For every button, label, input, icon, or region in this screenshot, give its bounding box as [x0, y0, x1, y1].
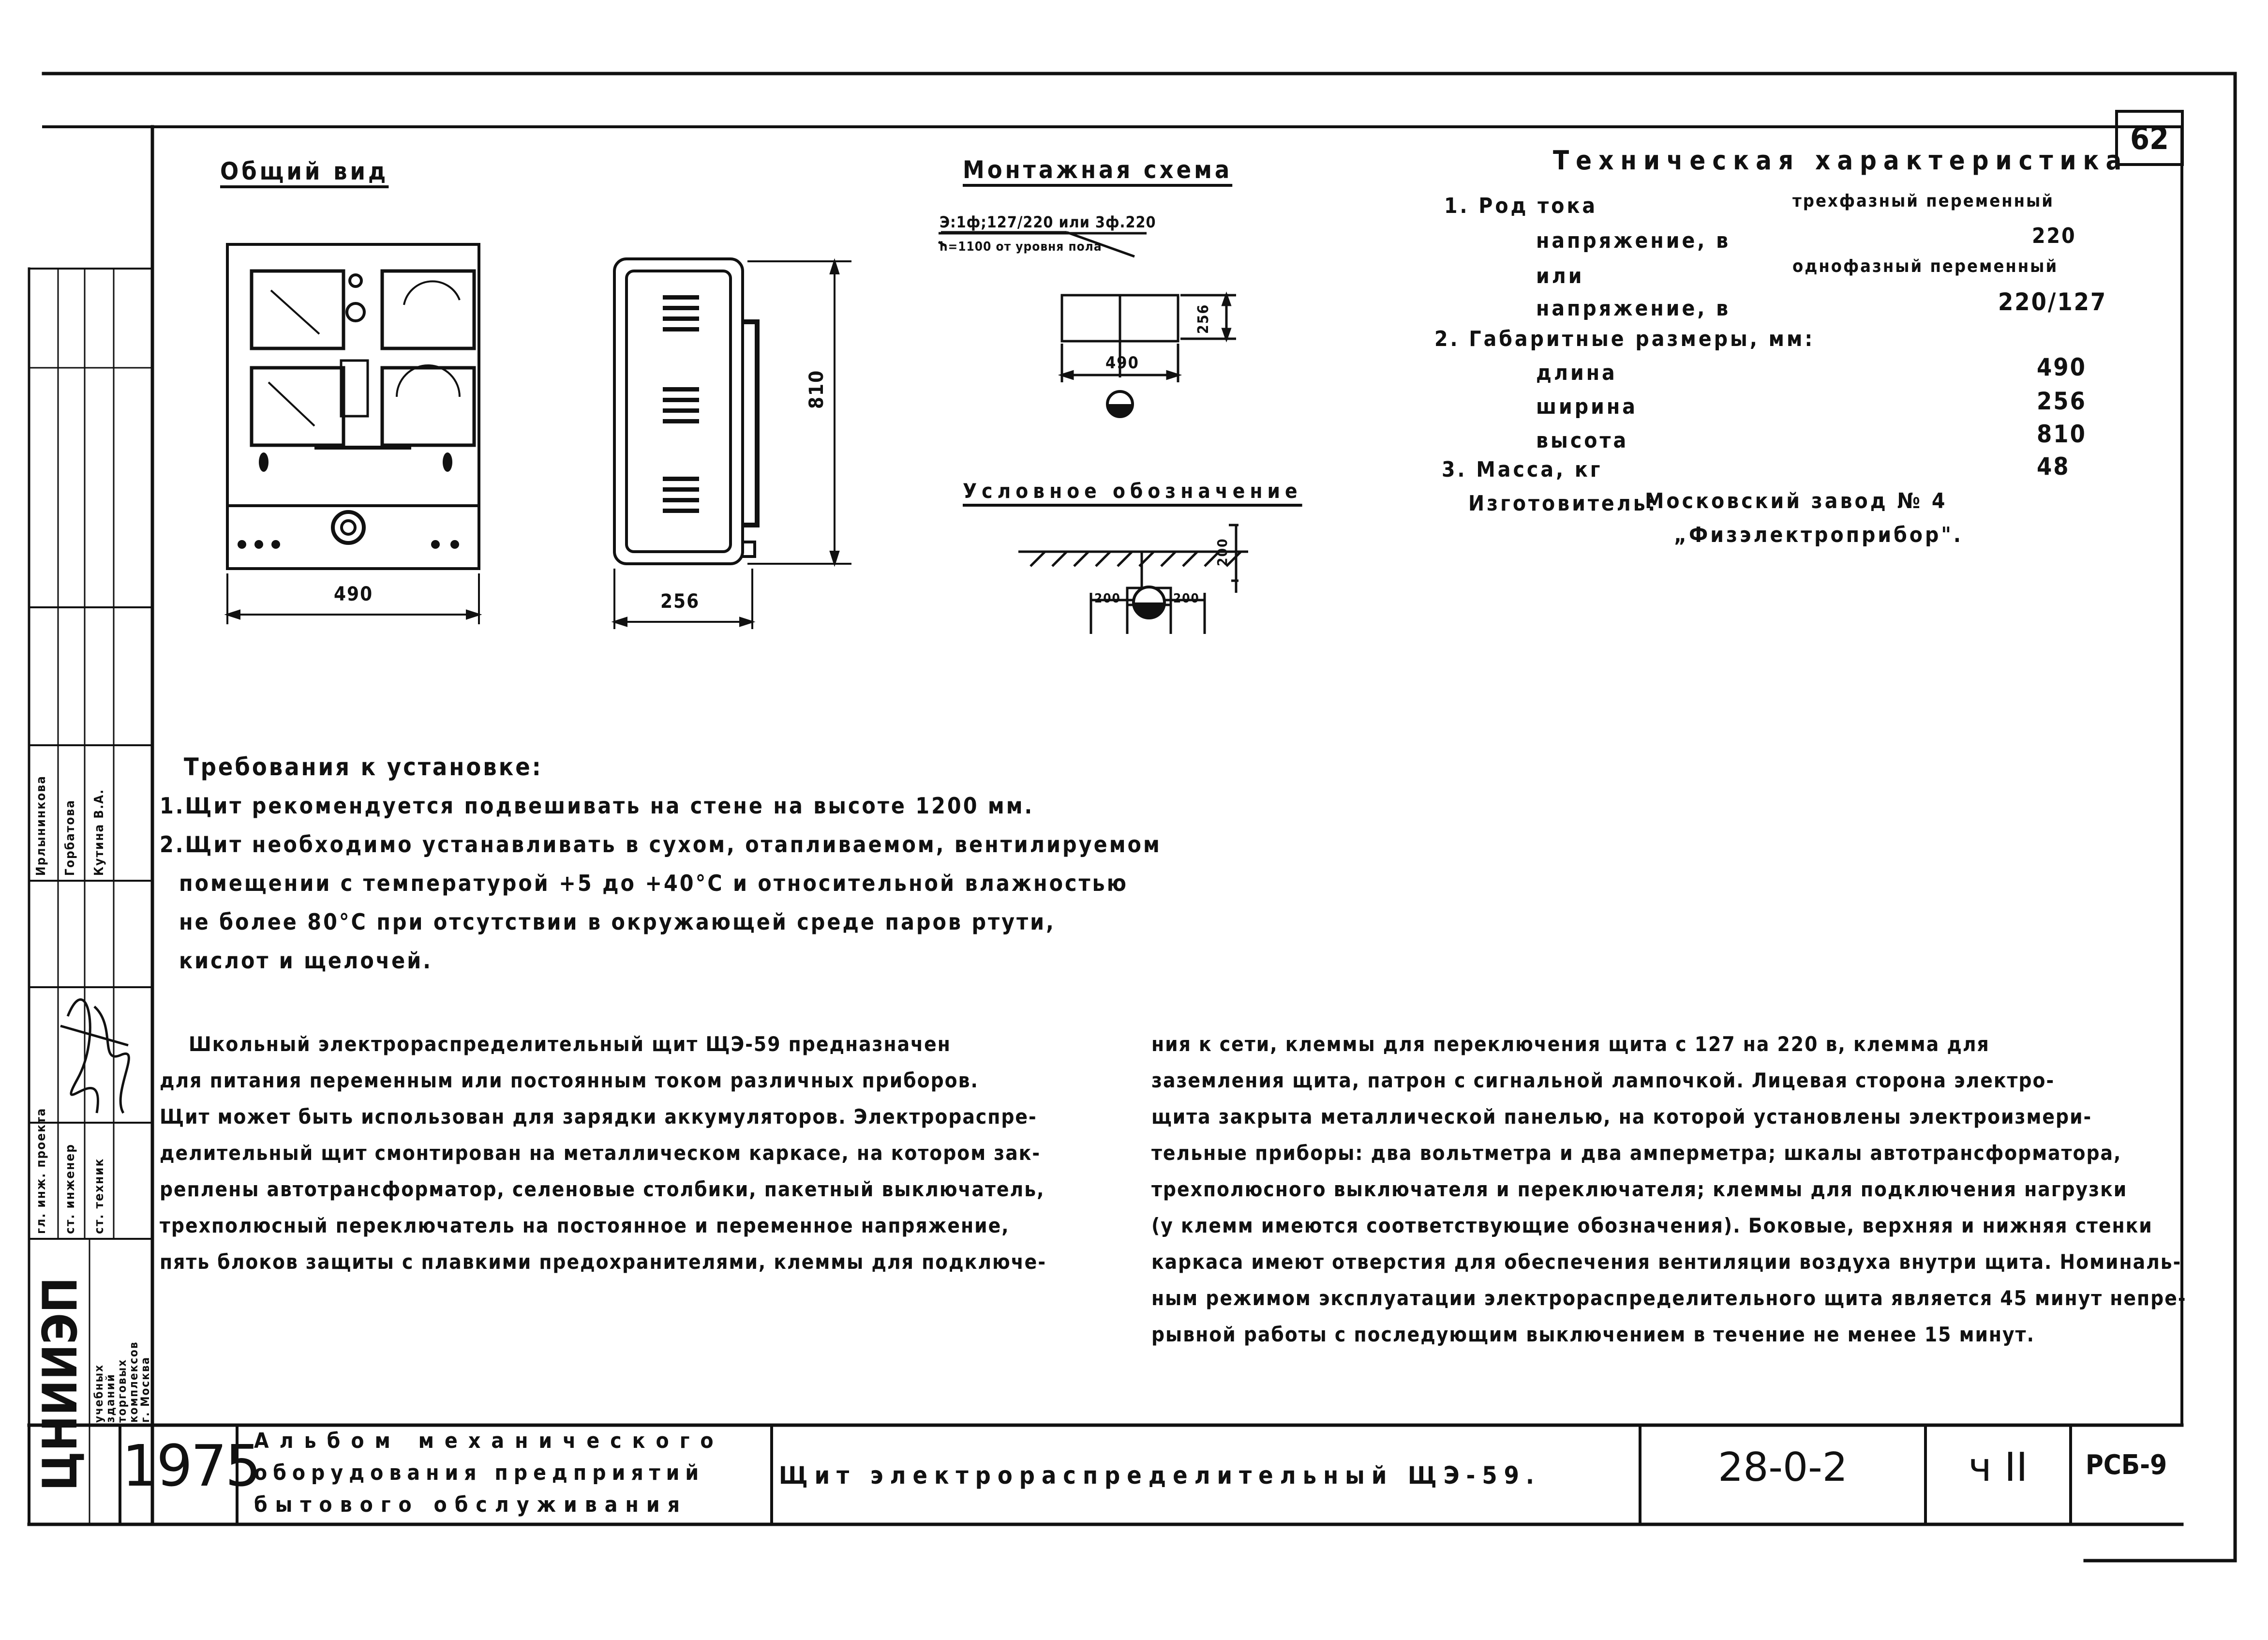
description-right-column — [1151, 1026, 2187, 1353]
name-senior-technician: Кутина В.А. — [92, 788, 106, 876]
spec-label-or: или — [1536, 264, 1584, 288]
description-left-line: Школьный электрораспределительный щит ЩЭ-59 предназначен — [189, 1032, 951, 1056]
description-right-line: рывной работы с последующим выключением в течение не менее 15 минут. — [1151, 1323, 2035, 1346]
mounting-height-note: h=1100 от уровня пола — [940, 240, 1102, 254]
description-left-column — [160, 1026, 1046, 1280]
spec-label-voltage-1: напряжение, в — [1536, 228, 1731, 253]
mounting-width-dim: 490 — [1105, 353, 1139, 373]
spec-maker-label: Изготовитель: — [1468, 491, 1658, 516]
spec-value-single-phase: однофазный переменный — [1792, 256, 2059, 276]
requirements-title: Требования к установке: — [184, 753, 543, 781]
symbol-right-dim: 200 — [1173, 591, 1200, 606]
description-right-line: трехполюсного выключателя и переключателя; клеммы для подключения нагрузки — [1151, 1177, 2128, 1201]
sheet-code: РСБ-9 — [2085, 1449, 2167, 1481]
general-view-title: Общий вид — [220, 157, 389, 185]
role-senior-engineer: ст. инженер — [63, 1143, 77, 1234]
role-senior-technician: ст. техник — [92, 1158, 106, 1234]
album-part: ч II — [1968, 1444, 2028, 1490]
drawing-code: 28-0-2 — [1718, 1444, 1848, 1490]
requirement-line-3: помещении с температурой +5 до +40°С и относительной влажностью — [179, 870, 1128, 896]
name-senior-engineer: Горбатова — [63, 799, 77, 876]
org-desc-3: торговых — [115, 1358, 129, 1423]
role-chief-engineer: гл. инж. проекта — [34, 1107, 48, 1234]
description-left-line: пять блоков защиты с плавкими предохранителями, клеммы для подключе- — [160, 1250, 1047, 1274]
spec-value-current-type: трехфазный переменный — [1792, 191, 2054, 211]
mounting-depth-dim: 256 — [1195, 303, 1212, 334]
spec-label-dimensions: 2. Габаритные размеры, мм: — [1434, 327, 1815, 351]
spec-value-mass: 48 — [2037, 452, 2070, 481]
item-name: Щит электрораспределительный ЩЭ-59. — [779, 1461, 1541, 1490]
description-left-line: делительный щит смонтирован на металлическом каркасе, на котором зак- — [160, 1141, 1041, 1165]
requirement-line-1: 1.Щит рекомендуется подвешивать на стене на высоте 1200 мм. — [160, 793, 1034, 819]
description-right-line: щита закрыта металлической панелью, на которой установлены электроизмери- — [1151, 1105, 2092, 1128]
spec-value-height: 810 — [2037, 420, 2087, 448]
requirement-line-2: 2.Щит необходимо устанавливать в сухом, отапливаемом, вентилируемом — [160, 831, 1162, 858]
org-desc-4: комплексов — [127, 1341, 140, 1423]
org-desc-5: г. Москва — [138, 1356, 152, 1423]
description-left-line: для питания переменным или постоянным током различных приборов. — [160, 1068, 979, 1092]
tech-specs-title: Техническая характеристика — [1553, 145, 2129, 176]
description-left-line: Щит может быть использован для зарядки аккумуляторов. Электрораспре- — [160, 1105, 1037, 1128]
mounting-scheme-title: Монтажная схема — [963, 156, 1233, 184]
spec-value-voltage-1: 220 — [2032, 224, 2076, 248]
side-height-dim: 810 — [806, 369, 828, 409]
album-title-line1: Альбом механического — [254, 1429, 724, 1453]
spec-label-current-type: 1. Род тока — [1444, 194, 1598, 218]
description-left-line: реплены автотрансформатор, селеновые столбики, пакетный выключатель, — [160, 1177, 1045, 1201]
symbol-vertical-dim: 200 — [1214, 538, 1230, 566]
requirement-line-4: не более 80°С при отсутствии в окружающей среде паров ртути, — [179, 909, 1056, 935]
spec-maker-line1: Московский завод № 4 — [1645, 489, 1948, 513]
mounting-power-note: Э:1ф;127/220 или 3ф.220 — [940, 213, 1156, 231]
name-chief-engineer: Ирлынинкова — [34, 775, 48, 876]
side-depth-dim: 256 — [660, 590, 700, 613]
spec-label-width: ширина — [1536, 394, 1638, 419]
spec-label-voltage-2: напряжение, в — [1536, 296, 1731, 321]
org-name: ЦНИИЭП — [33, 1277, 88, 1491]
spec-label-height: высота — [1536, 428, 1629, 453]
title-block-year: 1975 — [122, 1432, 260, 1499]
album-title-line2: оборудования предприятий — [254, 1460, 705, 1485]
description-right-line: ным режимом эксплуатации электрораспределительного щита является 45 минут непре- — [1151, 1286, 2187, 1310]
spec-label-mass: 3. Масса, кг — [1442, 457, 1603, 482]
symbol-title: Условное обозначение — [963, 479, 1302, 503]
front-width-dim: 490 — [334, 583, 373, 605]
sheet-number: 62 — [2130, 121, 2169, 157]
spec-value-length: 490 — [2037, 353, 2087, 381]
album-title-line3: бытового обслуживания — [254, 1492, 688, 1517]
spec-value-width: 256 — [2037, 387, 2087, 415]
org-desc-1: учебных — [92, 1364, 105, 1423]
description-right-line: тельные приборы: два вольтметра и два амперметра; шкалы автотрансформатора, — [1151, 1141, 2122, 1165]
description-right-line: заземления щита, патрон с сигнальной лампочкой. Лицевая сторона электро- — [1151, 1068, 2055, 1092]
description-right-line: (у клемм имеются соответствующие обозначения). Боковые, верхняя и нижняя стенки — [1151, 1214, 2153, 1237]
symbol-left-dim: 200 — [1094, 591, 1121, 606]
description-left-line: трехполюсный переключатель на постоянное и переменное напряжение, — [160, 1214, 1010, 1237]
org-desc-2: зданий — [104, 1373, 117, 1423]
spec-label-length: длина — [1536, 361, 1617, 385]
description-right-line: ния к сети, клеммы для переключения щита с 127 на 220 в, клемма для — [1151, 1032, 1990, 1056]
spec-value-voltage-2: 220/127 — [1998, 288, 2107, 316]
description-right-line: каркаса имеют отверстия для обеспечения вентиляции воздуха внутри щита. Номиналь- — [1151, 1250, 2182, 1274]
requirement-line-5: кислот и щелочей. — [179, 948, 433, 974]
spec-maker-line2: „Физэлектроприбор". — [1674, 523, 1963, 547]
